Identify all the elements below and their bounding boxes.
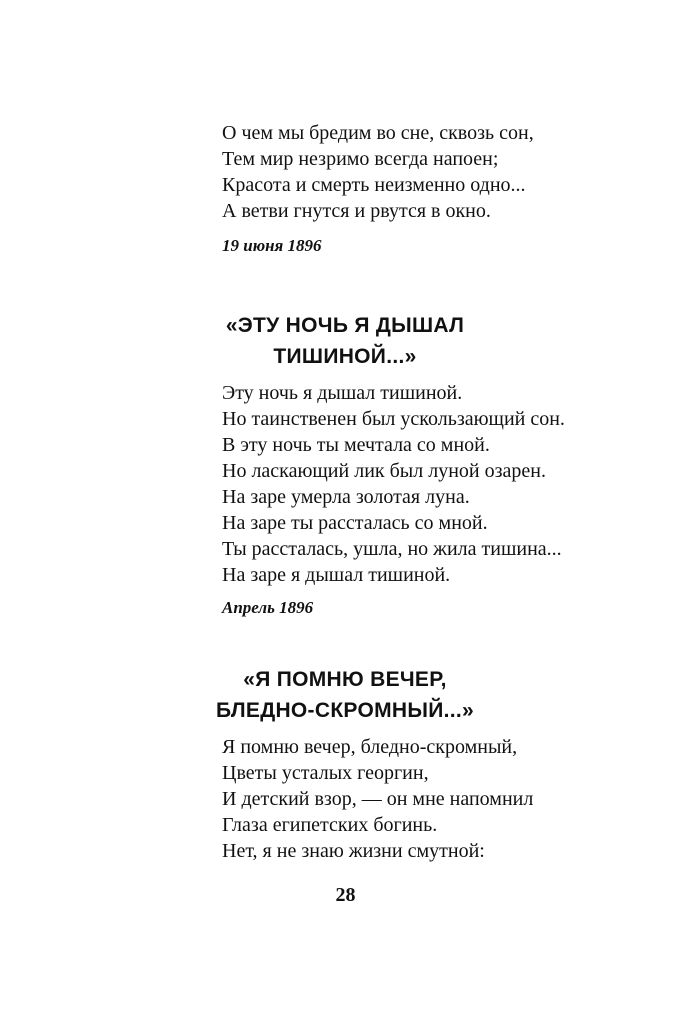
poem3-line: Глаза египетских богинь. [222, 814, 438, 836]
poem3-line: Цветы усталых георгин, [222, 762, 429, 784]
poem2-stanza [222, 380, 565, 588]
poem2-title-line: ТИШИНОЙ...» [273, 345, 417, 368]
poem3-stanza [222, 734, 533, 864]
poem2-title [150, 310, 540, 372]
page-number: 28 [335, 884, 356, 906]
poem3-title-line: «Я ПОМНЮ ВЕЧЕР, [243, 668, 447, 691]
poem3-line: Нет, я не знаю жизни смутной: [222, 840, 485, 862]
poem3-title-line: БЛЕДНО-СКРОМНЫЙ...» [215, 699, 474, 722]
poem2-line: На заре я дышал тишиной. [222, 564, 451, 586]
poem1-line: А ветви гнутся и рвутся в окно. [222, 200, 491, 222]
poem1-stanza [222, 120, 534, 224]
poem1-date: 19 июня 1896 [222, 236, 322, 255]
poem2-line: На заре ты рассталась со мной. [222, 512, 488, 534]
poem2-title-line: «ЭТУ НОЧЬ Я ДЫШАЛ [225, 314, 465, 337]
poem2-line: В эту ночь ты мечтала со мной. [222, 434, 490, 456]
poem3-line: Я помню вечер, бледно-скромный, [222, 736, 518, 758]
poem3-line: И детский взор, — он мне напомнил [222, 788, 534, 810]
poem2-line: На заре умерла золотая луна. [222, 486, 470, 508]
poem2-line: Но ласкающий лик был луной озарен. [222, 460, 546, 482]
poem2-date: Апрель 1896 [222, 598, 314, 617]
poem3-title [150, 664, 540, 726]
poem1-line: Красота и смерть неизменно одно... [222, 174, 526, 196]
poem1-line: Тем мир незримо всегда напоен; [222, 148, 499, 170]
poem2-line: Эту ночь я дышал тишиной. [222, 382, 463, 404]
poem2-line: Но таинственен был ускользающий сон. [222, 408, 565, 430]
poem1-line: О чем мы бредим во сне, сквозь сон, [222, 122, 534, 144]
poem2-line: Ты рассталась, ушла, но жила тишина... [222, 538, 562, 560]
